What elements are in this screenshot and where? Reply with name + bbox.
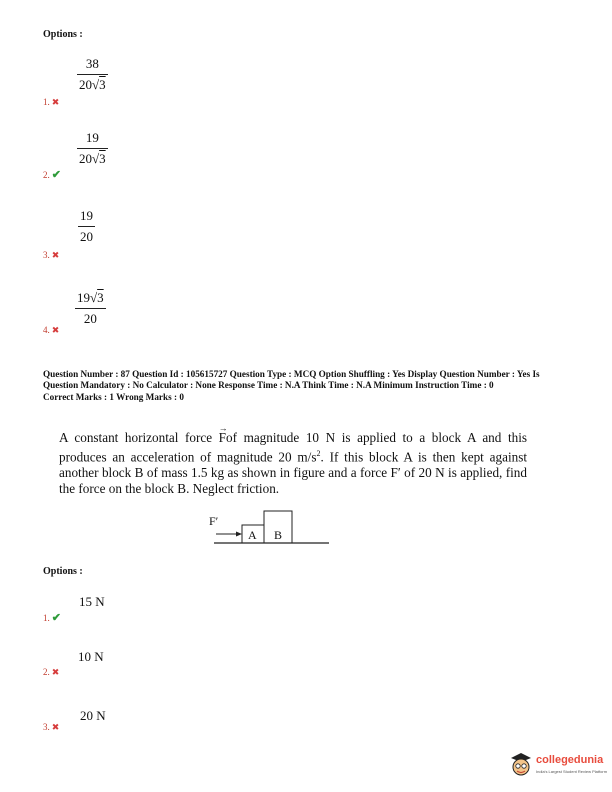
check-icon: ✔ [51, 169, 61, 181]
check-icon: ✔ [51, 612, 61, 624]
logo-tagline: India's Largest Student Review Platform [536, 769, 608, 774]
meta-line-2: Question Mandatory : No Calculator : None Response Time : N.A Think Time : N.A Minimum Instruction Time : 0 [43, 380, 494, 391]
option-number: 1. [43, 97, 50, 107]
cross-icon: ✖ [51, 667, 60, 677]
cross-icon: ✖ [51, 325, 60, 335]
option-number: 1. [43, 613, 50, 623]
option-number: 4. [43, 325, 50, 335]
options-label-2: Options : [43, 566, 83, 577]
option-number: 2. [43, 170, 50, 180]
force-vector: → F [218, 423, 228, 445]
answer-2-marker [43, 667, 59, 678]
question-text: A constant horizontal force → Fof magnitude 10 N is applied to a block A and this produces an acceleration of magnitude 20 $m/s^2$. If this block A is then kept against another block B of mass 1.5 kg as shown in figure and a force F′ of 20 N is applied, find the force on the block B. Neglect friction. [59, 423, 528, 496]
option-4-fraction [75, 290, 106, 327]
cross-icon: ✖ [51, 97, 60, 107]
option-3-fraction [78, 208, 95, 245]
option-4-denominator: 20 [75, 308, 106, 327]
option-1-numerator: 38 [85, 56, 99, 71]
option-1-fraction [77, 56, 108, 93]
meta-line-3: Correct Marks : 1 Wrong Marks : 0 [43, 391, 184, 402]
arrow-head-icon [236, 532, 242, 537]
option-1-denominator: 20√3 [77, 74, 108, 93]
option-2-fraction [77, 130, 108, 167]
option-number: 3. [43, 250, 50, 260]
answer-3-marker [43, 722, 59, 733]
answer-3-text: 20 N [80, 708, 106, 723]
answer-1-text: 15 N [79, 594, 105, 609]
option-number: 2. [43, 667, 50, 677]
option-4-numerator: 19√3 [77, 290, 104, 305]
collegedunia-logo [508, 748, 608, 782]
answer-2-text: 10 N [78, 649, 104, 664]
options-label: Options : [43, 29, 83, 40]
vector-arrow-icon: → [218, 423, 228, 433]
cross-icon: ✖ [51, 722, 60, 732]
option-1-marker [43, 97, 59, 108]
meta-line-1: Question Number : 87 Question Id : 105615727 Question Type : MCQ Option Shuffling : Yes Display Question Number : Yes Is [43, 369, 540, 379]
option-2-numerator: 19 [85, 130, 99, 145]
option-number: 3. [43, 722, 50, 732]
mascot-icon [508, 750, 534, 780]
cross-icon: ✖ [51, 250, 60, 260]
block-a-label: A [248, 528, 257, 542]
option-3-numerator: 19 [80, 208, 93, 223]
block-figure [204, 510, 334, 550]
option-4-marker [43, 325, 59, 336]
question-meta [43, 369, 583, 403]
option-3-denominator: 20 [78, 226, 95, 245]
option-3-marker [43, 250, 59, 261]
force-label: F′ [209, 514, 219, 528]
option-2-denominator: 20√3 [77, 148, 108, 167]
answer-1-marker [43, 611, 61, 624]
block-b-label: B [274, 528, 283, 542]
logo-name: collegedunia [536, 754, 604, 766]
figure-drawing [204, 510, 334, 550]
option-2-marker [43, 168, 61, 181]
